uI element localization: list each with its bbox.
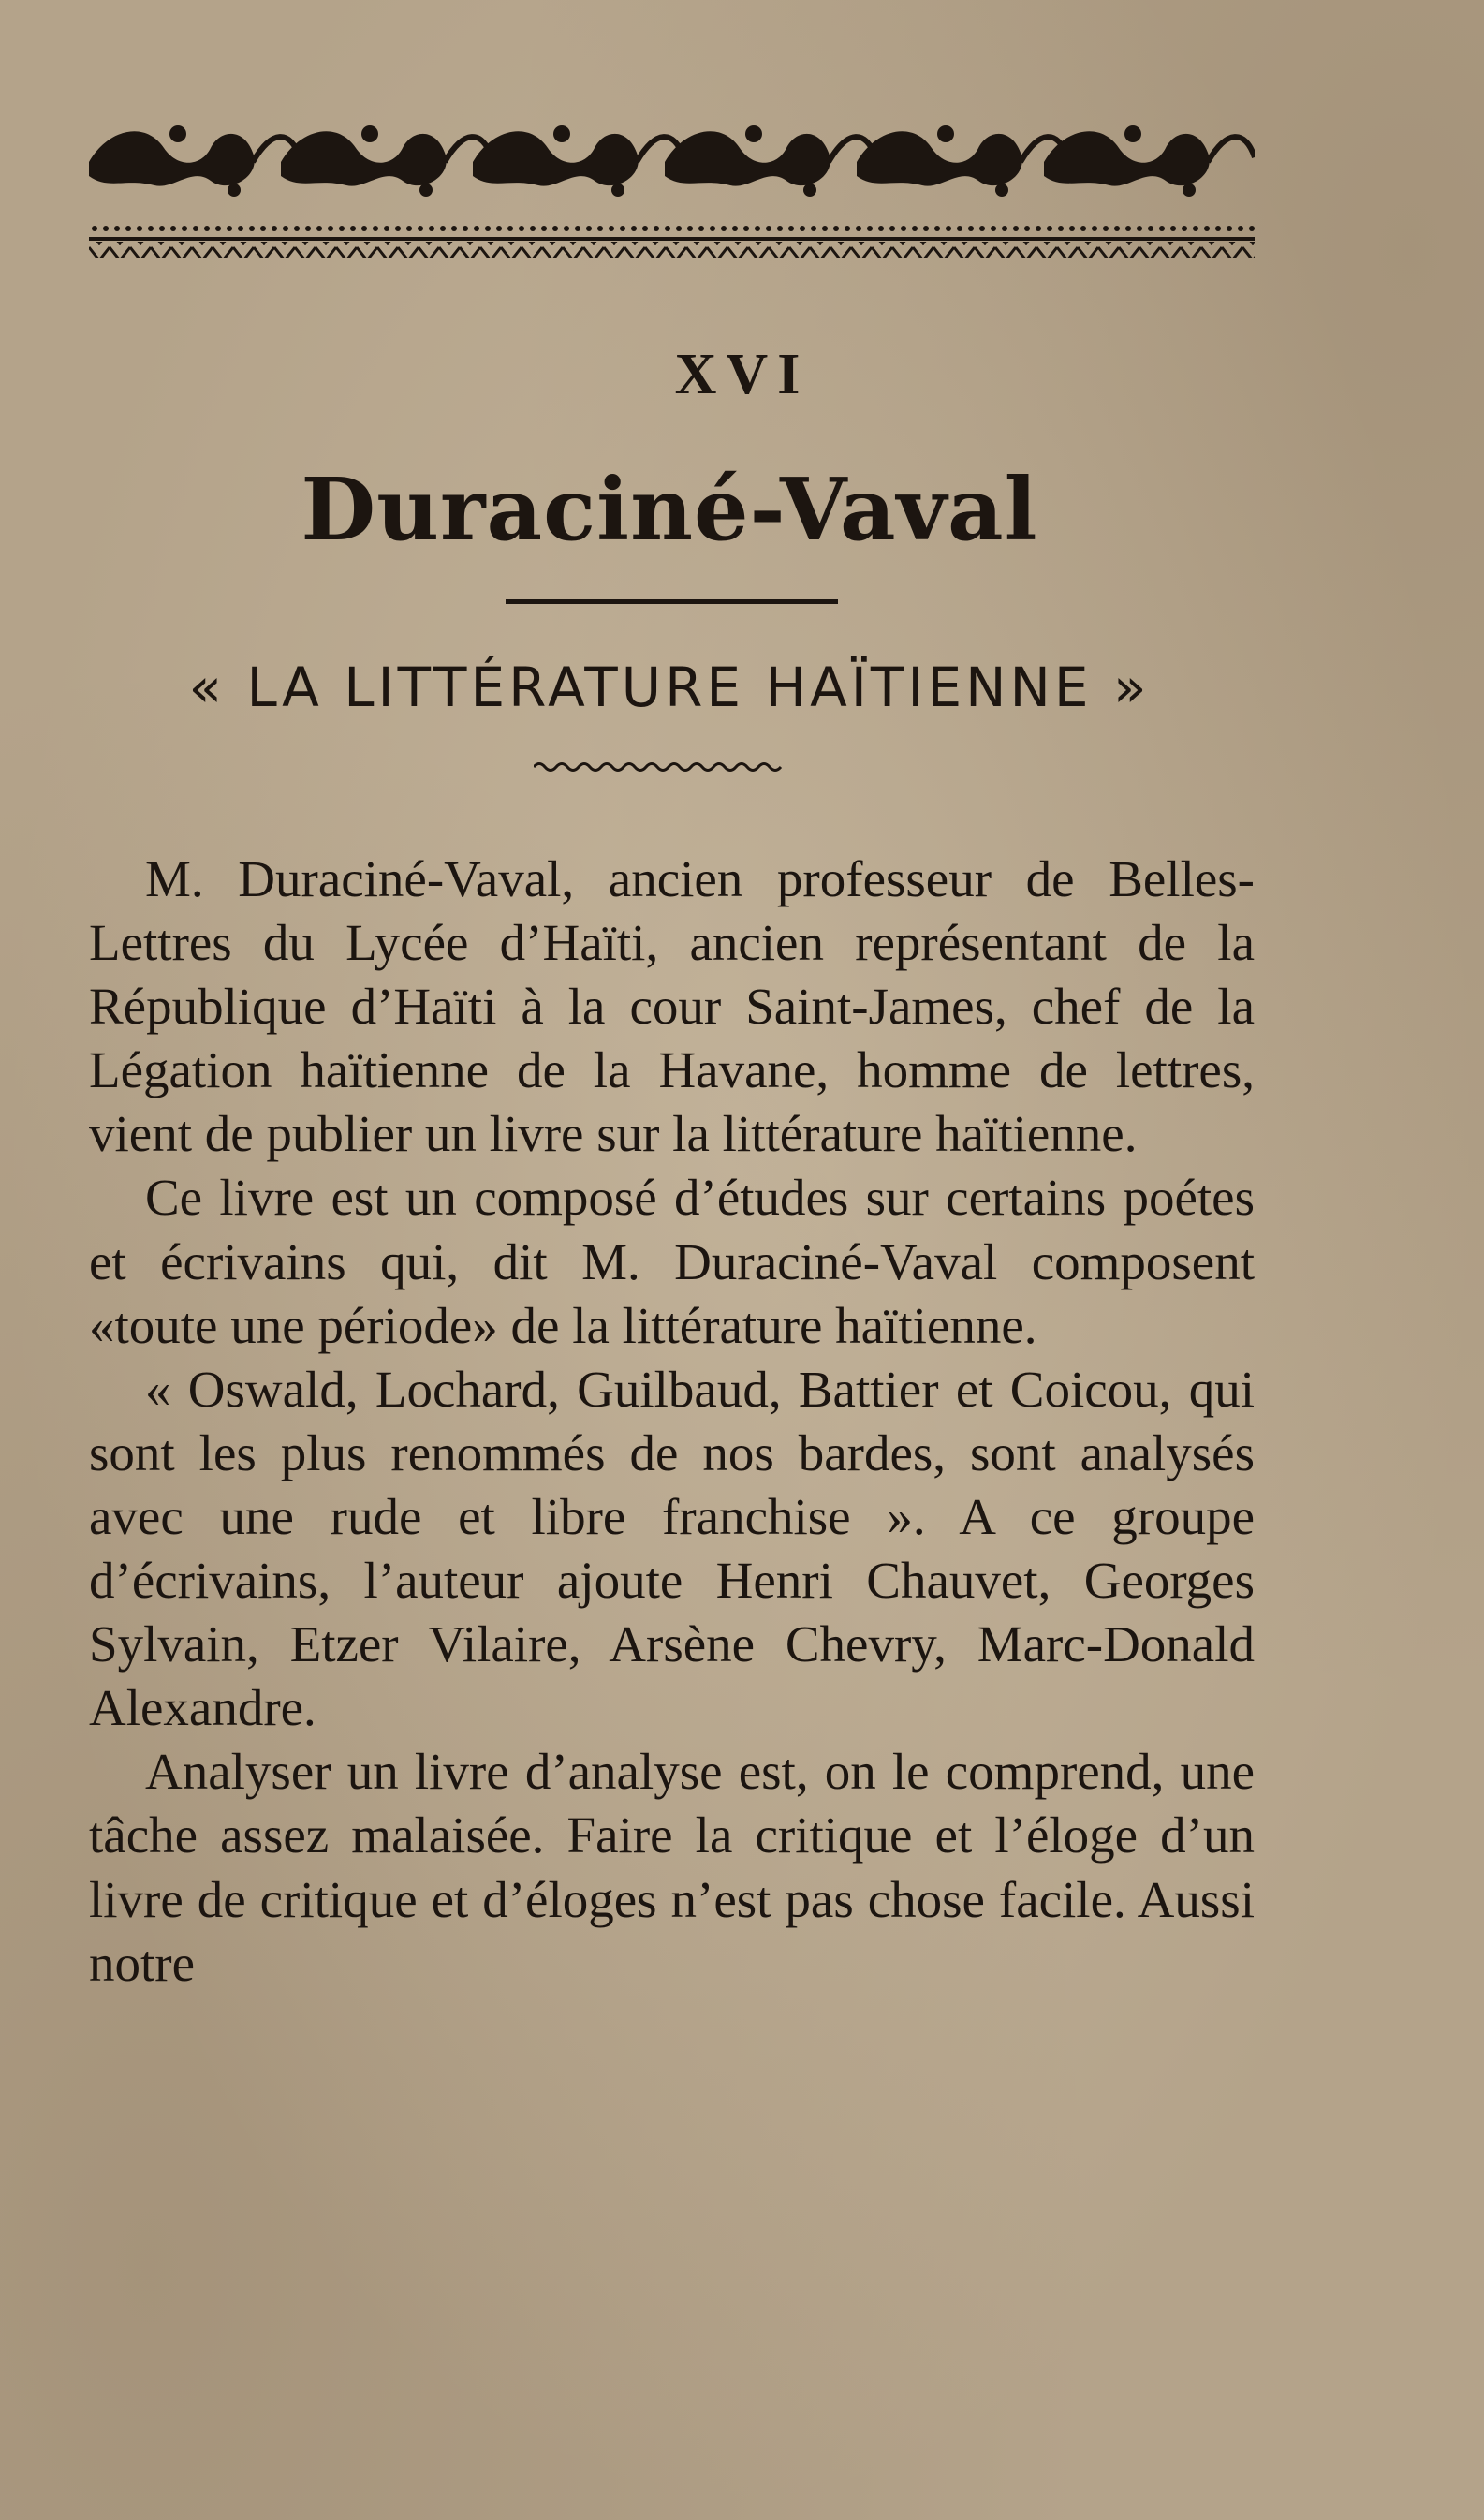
body-text (89, 847, 1255, 1996)
floral-ornament-band (89, 111, 1255, 265)
paragraph: « Oswald, Lochard, Guilbaud, Battier et Coicou, qui sont les plus renommés de nos bardes, sont analysés avec une rude et libre franchise ». A ce groupe d’écrivains, l’auteur ajoute Henri Chauvet, Georges Sylvain, Etzer Vilaire, Arsène Chevry, Marc-Donald Alexandre. (89, 1360, 1255, 1737)
chapter-subtitle: « LA LITTÉRATURE HAÏTIENNE » (188, 656, 1151, 719)
wavy-rule (534, 759, 782, 775)
chapter-title: Duraciné-Vaval (301, 459, 1038, 560)
paragraph: Analyser un livre d’analyse est, on le comprend, une tâche assez malaisée. Faire la critique et l’éloge d’un livre de critique et d’éloges n’est pas chose facile. Aussi notre (89, 1743, 1255, 1992)
paragraph: Ce livre est un composé d’études sur certains poétes et écrivains qui, dit M. Duraciné-Vaval composent «toute une période» de la littérature haïtienne. (89, 1169, 1255, 1354)
title-rule (506, 599, 838, 604)
paragraph: M. Duraciné-Vaval, ancien professeur de Belles-Lettres du Lycée d’Haïti, ancien représentant de la République d’Haïti à la cour Saint-James, chef de la Légation haïtienne de la Havane, homme de lettres, vient de publier un livre sur la littérature haïtienne. (89, 850, 1255, 1163)
chapter-number: XVI (674, 343, 810, 406)
